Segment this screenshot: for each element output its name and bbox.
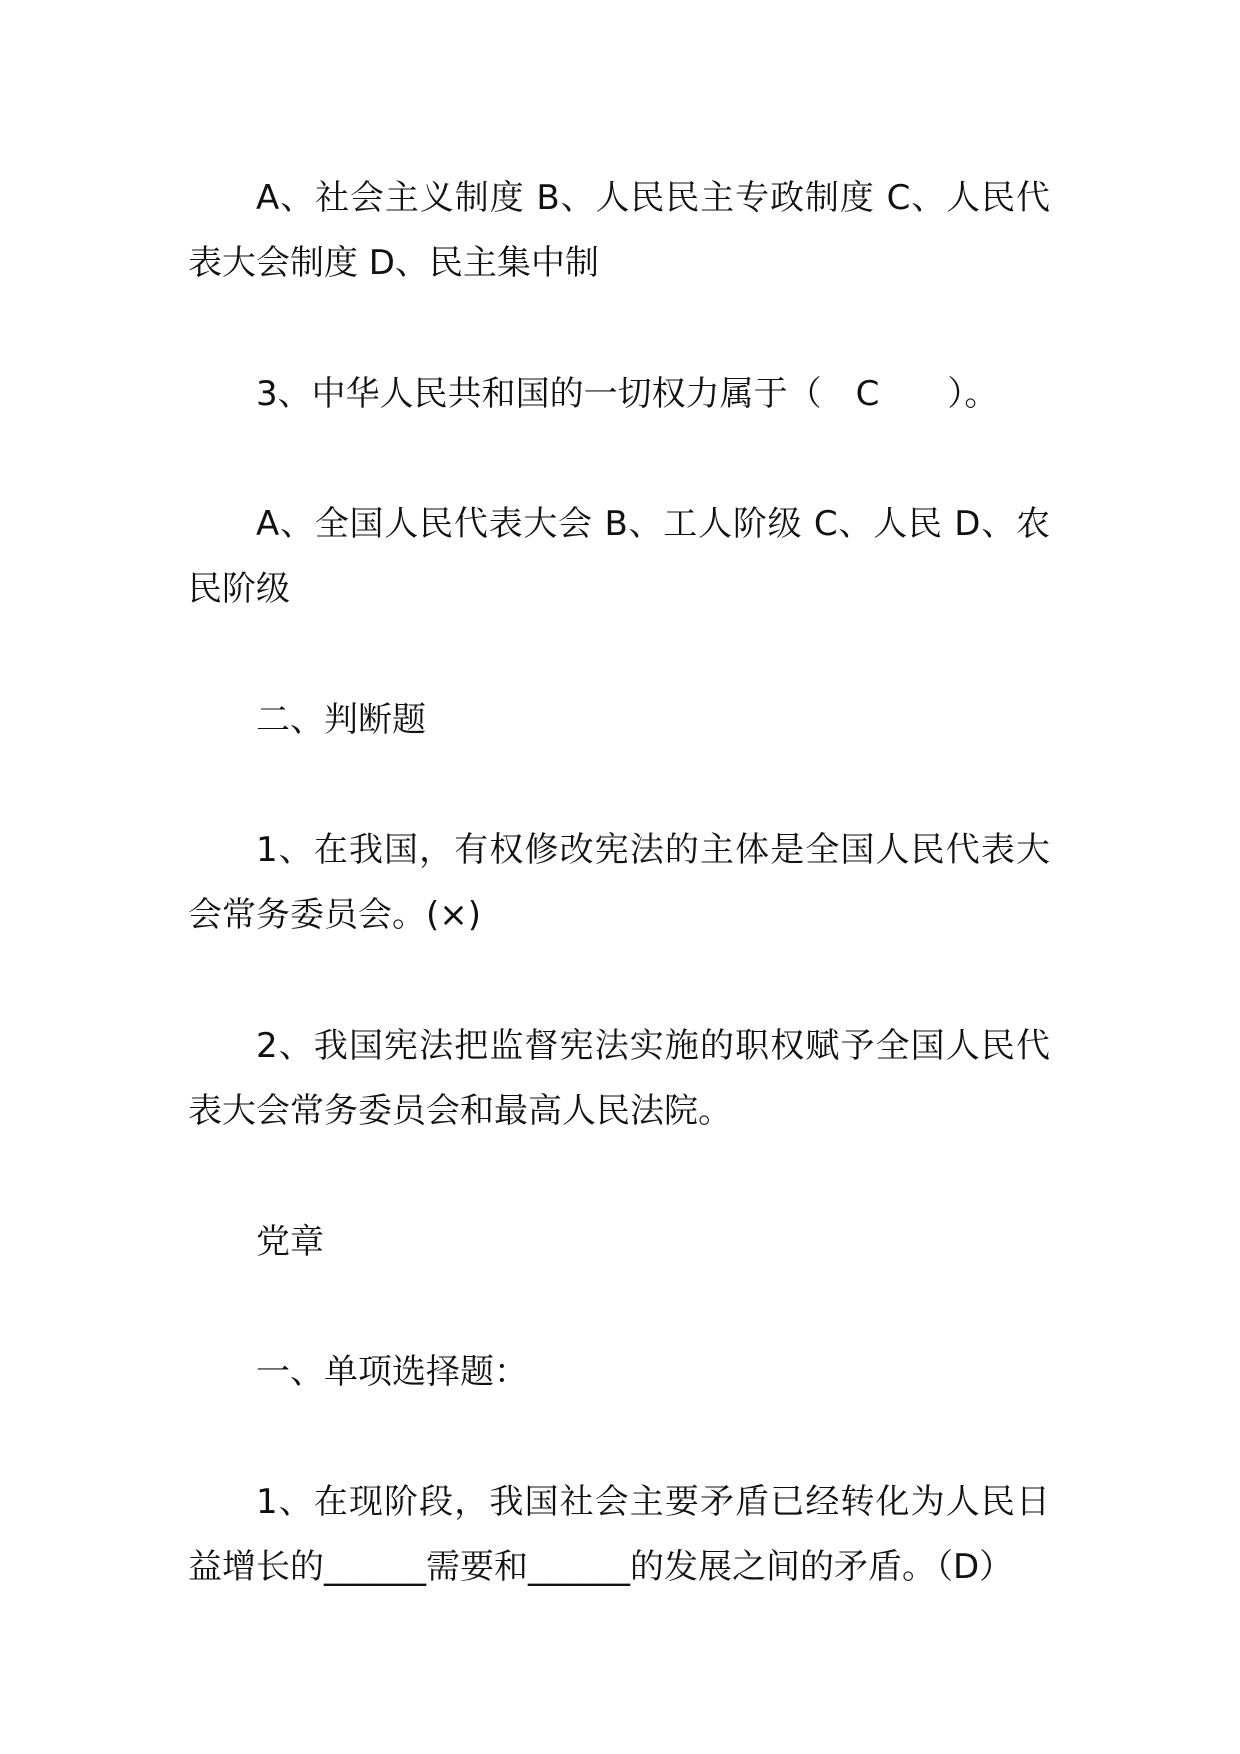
judgment-question-2: 2、我国宪法把监督宪法实施的职权赋予全国人民代表大会常务委员会和最高人民法院。 <box>188 1026 1050 1131</box>
question-3: 3、中华人民共和国的一切权力属于（ C ）。 <box>256 374 999 414</box>
answer-options-q2: A、社会主义制度 B、人民民主专政制度 C、人民代表大会制度 D、民主集中制 <box>188 178 1050 283</box>
section-heading-judgment: 二、判断题 <box>256 700 426 740</box>
section-heading-single-choice: 一、单项选择题： <box>256 1352 528 1392</box>
section-title-party-constitution: 党章 <box>256 1222 324 1262</box>
single-choice-question-1: 1、在现阶段，我国社会主要矛盾已经转化为人民日益增长的______需要和______的发展之间的矛盾。（D） <box>188 1482 1050 1587</box>
answer-options-q3: A、全国人民代表大会 B、工人阶级 C、人民 D、农民阶级 <box>188 504 1050 609</box>
judgment-question-1: 1、在我国，有权修改宪法的主体是全国人民代表大会常务委员会。(×) <box>188 830 1050 935</box>
